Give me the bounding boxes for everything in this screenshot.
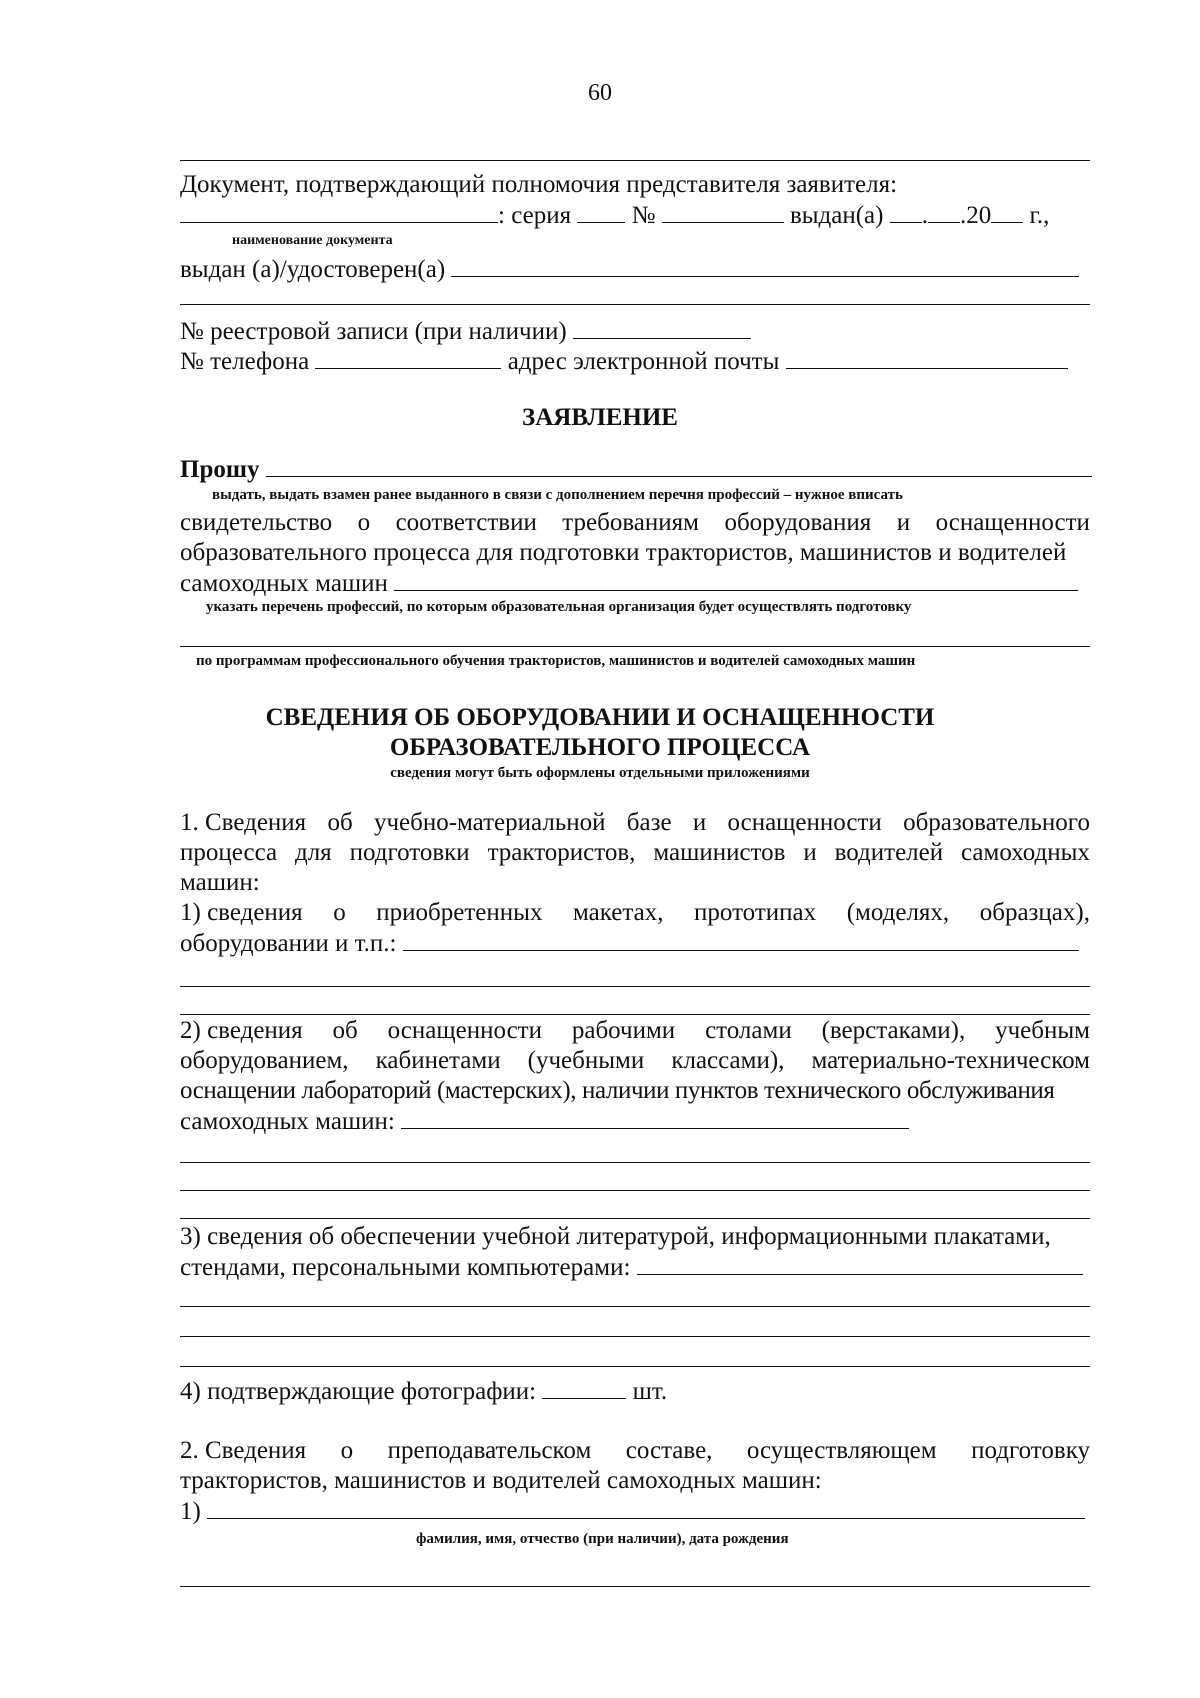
word: базе bbox=[626, 809, 672, 836]
word: и bbox=[803, 839, 817, 866]
request-field[interactable] bbox=[266, 454, 1092, 477]
issued-by-row bbox=[180, 254, 1090, 285]
s2-item1-row bbox=[180, 1496, 1090, 1527]
word: о bbox=[340, 1437, 354, 1464]
word: и bbox=[692, 809, 707, 836]
request-hint: выдать, выдать взамен ранее выданного в связи с дополнением перечня профессий – нужное вписать bbox=[212, 487, 903, 503]
body-line3-text: самоходных машин bbox=[180, 570, 388, 597]
year-suffix: г., bbox=[1029, 202, 1050, 229]
word: рабочими bbox=[571, 1017, 676, 1044]
item2-field[interactable] bbox=[401, 1106, 909, 1129]
word: о bbox=[333, 899, 346, 926]
item3-extra-line-2[interactable] bbox=[180, 1336, 1090, 1337]
item2-extra-line-3[interactable] bbox=[180, 1218, 1090, 1219]
s2-line1 bbox=[180, 1436, 1090, 1466]
word: преподавательском bbox=[387, 1437, 592, 1464]
word: прототипах bbox=[694, 899, 817, 926]
word: 1) сведения bbox=[180, 899, 303, 926]
word: для bbox=[294, 839, 332, 866]
document-name-caption: наименование документа bbox=[232, 233, 393, 248]
issued-month-field[interactable] bbox=[928, 200, 960, 223]
word: столами bbox=[705, 1017, 792, 1044]
word: процесса bbox=[180, 839, 278, 866]
item3-extra-line-3[interactable] bbox=[180, 1366, 1090, 1367]
info-subtitle: сведения могут быть оформлены отдельными приложениями bbox=[390, 765, 810, 781]
item2-line2 bbox=[180, 1046, 1090, 1076]
word: подготовки bbox=[349, 839, 470, 866]
word: подготовку bbox=[971, 1437, 1090, 1464]
word: 2. Сведения bbox=[180, 1437, 307, 1464]
rep-document-row bbox=[180, 200, 1090, 231]
item3-extra-line-1[interactable] bbox=[180, 1306, 1090, 1307]
word: образцах), bbox=[979, 899, 1090, 926]
teacher-extra-line[interactable] bbox=[180, 1586, 1090, 1587]
word: образовательного bbox=[903, 809, 1090, 836]
item4-row bbox=[180, 1376, 1090, 1407]
word: приобретенных bbox=[376, 899, 543, 926]
info-title-line2: ОБРАЗОВАТЕЛЬНОГО ПРОЦЕССА bbox=[389, 734, 811, 761]
word: осуществляющем bbox=[746, 1437, 937, 1464]
issued-by-extra-line[interactable] bbox=[180, 304, 1090, 305]
teacher-field-1[interactable] bbox=[207, 1496, 1085, 1519]
photos-count-field[interactable] bbox=[542, 1376, 626, 1399]
word: водителей bbox=[834, 839, 944, 866]
word: классами), bbox=[671, 1047, 785, 1074]
professions-extra-line[interactable] bbox=[180, 646, 1090, 647]
application-body-line1 bbox=[180, 508, 1090, 538]
word: машинистов bbox=[653, 839, 786, 866]
item1-extra-line-2[interactable] bbox=[180, 1014, 1090, 1015]
info-title-line1: СВЕДЕНИЯ ОБ ОБОРУДОВАНИИ И ОСНАЩЕННОСТИ bbox=[265, 704, 935, 731]
word: 2) сведения bbox=[180, 1017, 303, 1044]
word: оснащенности bbox=[387, 1017, 542, 1044]
word: соответствии bbox=[395, 509, 537, 536]
word: материально-техническом bbox=[811, 1047, 1090, 1074]
word: и bbox=[896, 509, 911, 536]
word: 1. Сведения bbox=[180, 809, 307, 836]
professions-hint: указать перечень профессий, по которым образовательная организация будет осуществлять подготовку bbox=[206, 599, 912, 615]
item1-line1 bbox=[180, 898, 1090, 928]
word: трактористов, bbox=[487, 839, 636, 866]
s2-line2: трактористов, машинистов и водителей самоходных машин: bbox=[180, 1467, 822, 1494]
series-label: : серия bbox=[498, 202, 572, 229]
item1-line2-text: оборудовании и т.п.: bbox=[180, 930, 397, 957]
item1-line2 bbox=[180, 928, 1090, 959]
item4-label: 4) подтверждающие фотографии: bbox=[180, 1378, 537, 1405]
word: об bbox=[332, 1017, 358, 1044]
date-dot: . bbox=[921, 202, 928, 229]
word: о bbox=[357, 509, 371, 536]
s1-line3: машин: bbox=[180, 869, 260, 896]
word: оборудования bbox=[724, 509, 872, 536]
item3-field[interactable] bbox=[637, 1252, 1083, 1275]
issued-by-field[interactable] bbox=[451, 254, 1079, 277]
request-row bbox=[180, 454, 1090, 485]
phone-field[interactable] bbox=[315, 346, 501, 369]
registry-field[interactable] bbox=[573, 316, 751, 339]
series-field[interactable] bbox=[577, 200, 625, 223]
item2-extra-line-2[interactable] bbox=[180, 1190, 1090, 1191]
contact-row bbox=[180, 346, 1090, 377]
item2-line3: оснащении лабораторий (мастерских), наличии пунктов технического обслуживания bbox=[180, 1077, 1055, 1104]
number-field[interactable] bbox=[662, 200, 784, 223]
item4-unit: шт. bbox=[632, 1378, 668, 1405]
word: составе, bbox=[625, 1437, 713, 1464]
number-label: № bbox=[631, 202, 656, 229]
issued-year-field[interactable] bbox=[991, 200, 1023, 223]
application-title: ЗАЯВЛЕНИЕ bbox=[522, 404, 678, 431]
request-label: Прошу bbox=[180, 456, 260, 483]
item1-field[interactable] bbox=[403, 928, 1079, 951]
year-prefix: .20 bbox=[959, 202, 992, 229]
registry-row bbox=[180, 316, 1090, 347]
application-body-line3 bbox=[180, 568, 1090, 599]
document-name-field[interactable] bbox=[180, 200, 498, 223]
word: оснащенности bbox=[727, 809, 882, 836]
s2-item1-label: 1) bbox=[180, 1498, 201, 1525]
word: оборудованием, bbox=[180, 1047, 349, 1074]
word: учебно-материальной bbox=[373, 809, 606, 836]
email-field[interactable] bbox=[786, 346, 1068, 369]
item1-extra-line-1[interactable] bbox=[180, 986, 1090, 987]
word: учебным bbox=[995, 1017, 1090, 1044]
word: об bbox=[327, 809, 353, 836]
s1-line1 bbox=[180, 808, 1090, 838]
registry-label: № реестровой записи (при наличии) bbox=[180, 318, 567, 345]
teacher-caption: фамилия, имя, отчество (при наличии), дата рождения bbox=[416, 1531, 789, 1547]
programs-hint: по программам профессионального обучения трактористов, машинистов и водителей самоходных машин bbox=[196, 653, 916, 669]
issued-day-field[interactable] bbox=[890, 200, 922, 223]
word: оснащенности bbox=[935, 509, 1090, 536]
word: требованиям bbox=[562, 509, 699, 536]
issued-by-label: выдан (а)/удостоверен(а) bbox=[180, 256, 446, 283]
word: (моделях, bbox=[846, 899, 950, 926]
application-body-line2: образовательного процесса для подготовки трактористов, машинистов и водителей bbox=[180, 539, 1067, 566]
top-rule bbox=[180, 160, 1090, 161]
item3-line2-text: стендами, персональными компьютерами: bbox=[180, 1254, 631, 1281]
word: самоходных bbox=[961, 839, 1090, 866]
word: (учебными bbox=[527, 1047, 645, 1074]
word: свидетельство bbox=[180, 509, 333, 536]
phone-label: № телефона bbox=[180, 348, 310, 375]
rep-title: Документ, подтверждающий полномочия представителя заявителя: bbox=[180, 171, 898, 198]
word: макетах, bbox=[573, 899, 664, 926]
word: (верстаками), bbox=[821, 1017, 966, 1044]
item3-line2 bbox=[180, 1252, 1090, 1283]
item2-line1 bbox=[180, 1016, 1090, 1046]
email-label: адрес электронной почты bbox=[507, 348, 780, 375]
word: кабинетами bbox=[375, 1047, 501, 1074]
item3-line1: 3) сведения об обеспечении учебной литературой, информационными плакатами, bbox=[180, 1223, 1051, 1250]
issued-label: выдан(а) bbox=[789, 202, 884, 229]
item2-line4 bbox=[180, 1106, 1090, 1137]
professions-field[interactable] bbox=[394, 568, 1078, 591]
item2-extra-line-1[interactable] bbox=[180, 1162, 1090, 1163]
s1-line2 bbox=[180, 838, 1090, 868]
page-number: 60 bbox=[588, 80, 612, 106]
item2-line4-text: самоходных машин: bbox=[180, 1108, 395, 1135]
